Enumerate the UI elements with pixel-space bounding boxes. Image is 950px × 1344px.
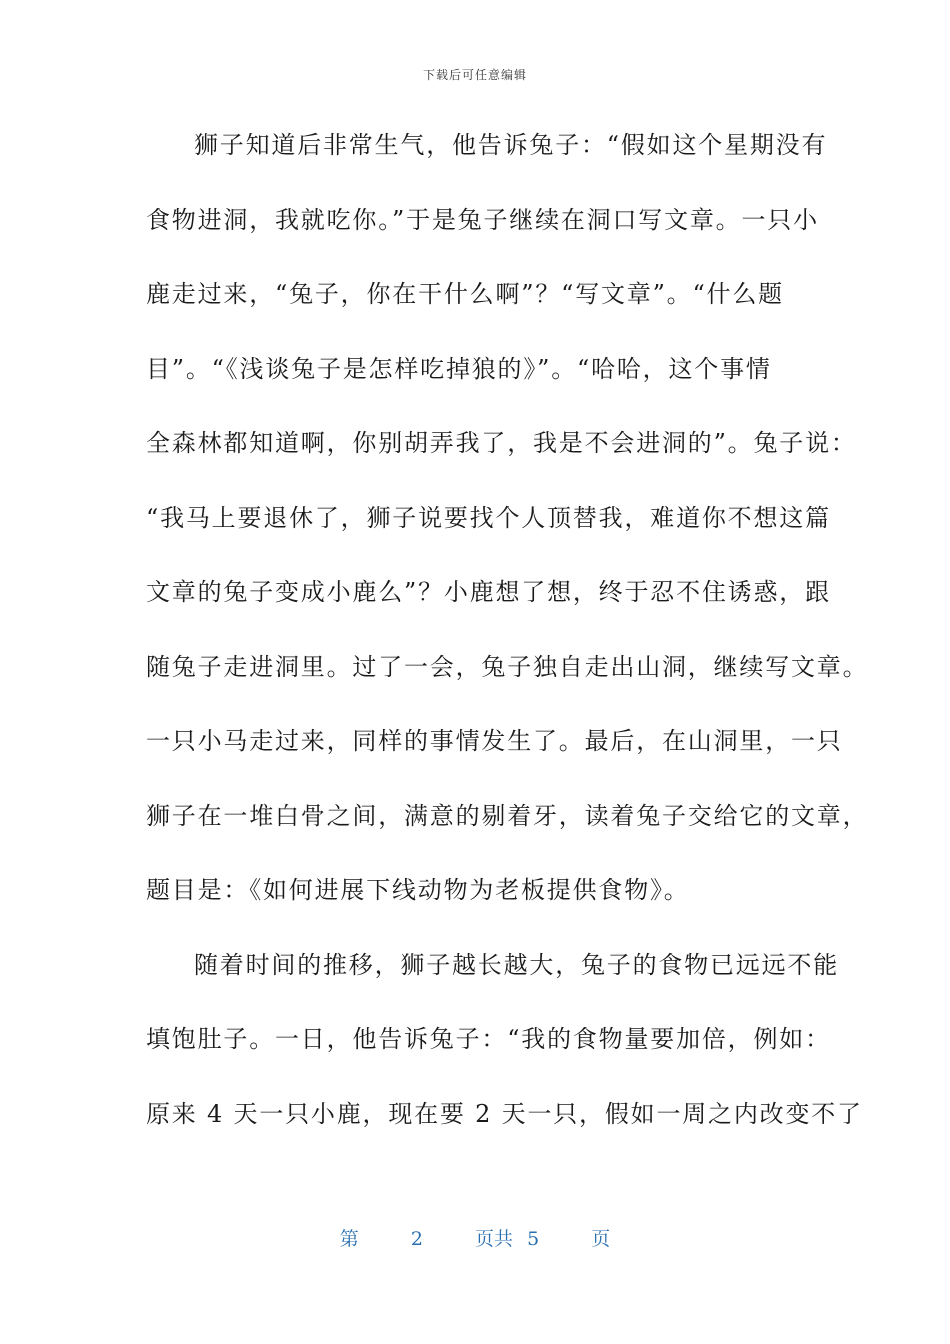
- footer-label-page-of: 页共: [475, 1228, 514, 1250]
- body-text-line: 目”。“《浅谈兔子是怎样吃掉狼的》”。“哈哈，这个事情: [146, 354, 772, 383]
- footer-total-pages: 5: [527, 1228, 540, 1250]
- footer-label-page: 第: [339, 1228, 359, 1250]
- body-text-line: 一只小马走过来，同样的事情发生了。最后，在山洞里，一只: [146, 727, 843, 755]
- body-text-line: 填饱肚子。一日，他告诉兔子：“我的食物量要加倍，例如：: [146, 1025, 831, 1053]
- body-text-line: 原来 4 天一只小鹿，现在要 2 天一只，假如一周之内改变不了: [146, 1099, 863, 1128]
- document-body: [146, 117, 869, 1160]
- body-text-line: 随兔子走进洞里。过了一会，兔子独自走出山洞，继续写文章。: [146, 652, 869, 681]
- body-text-line: 狮子知道后非常生气，他告诉兔子：“假如这个星期没有: [194, 131, 828, 159]
- body-text-line: 文章的兔子变成小鹿么”？小鹿想了想，终于忍不住诱惑，跟: [146, 578, 831, 606]
- page-footer: [0, 1224, 950, 1251]
- body-text-line: 随着时间的推移，狮子越长越大，兔子的食物已远远不能: [194, 950, 839, 979]
- body-text-line: 题目是：《如何进展下线动物为老板提供食物》。: [146, 876, 690, 904]
- footer-current-page: 2: [410, 1228, 423, 1250]
- page-header: 下载后可任意编辑: [422, 68, 527, 82]
- body-text-line: 鹿走过来，“兔子，你在干什么啊”？“写文章”。“什么题: [146, 280, 784, 308]
- footer-label-page-end: 页: [591, 1228, 611, 1250]
- body-text-line: 全森林都知道啊，你别胡弄我了，我是不会进洞的”。兔子说：: [146, 429, 857, 457]
- body-text-line: “我马上要退休了，狮子说要找个人顶替我，难道你不想这篇: [146, 503, 831, 532]
- body-text-line: 食物进洞，我就吃你。”于是兔子继续在洞口写文章。一只小: [146, 205, 819, 234]
- body-text-line: 狮子在一堆白骨之间，满意的剔着牙，读着兔子交给它的文章，: [146, 801, 869, 830]
